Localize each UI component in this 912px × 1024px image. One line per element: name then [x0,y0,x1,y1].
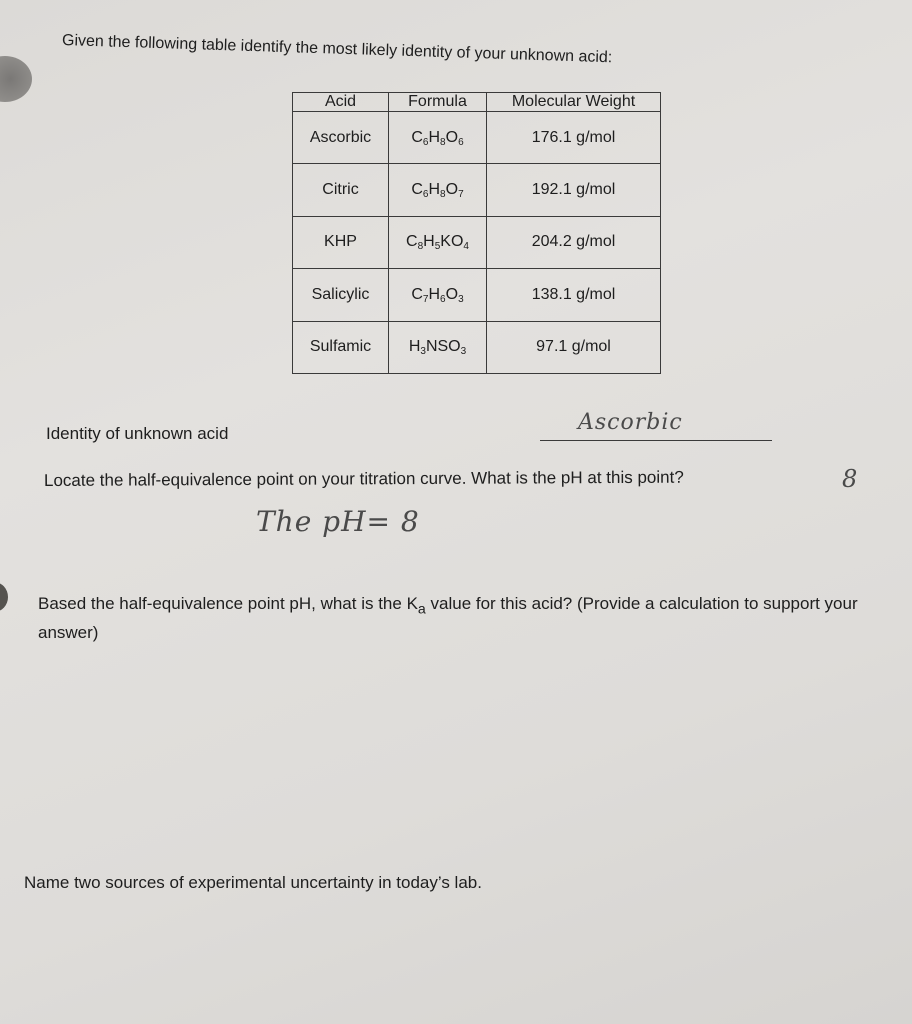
formula-element: NSO [425,338,461,356]
formula-element: H [408,338,421,356]
formula-subscript: 8 [440,136,446,148]
binder-hole [0,582,8,612]
acid-name-cell: Sulfamic [293,321,389,373]
formula-element: O [445,128,459,146]
formula-element: H [423,233,435,251]
formula-element: H [428,181,441,199]
molecular-weight-cell: 192.1 g/mol [487,164,661,216]
table-row [293,112,661,164]
formula-subscript: 6 [440,293,446,305]
formula-subscript: 5 [434,241,441,253]
formula-subscript: 7 [422,293,429,305]
formula-element: C [411,181,423,199]
formula-element: H [428,128,441,146]
molecular-weight-cell: 138.1 g/mol [487,269,661,321]
ka-question-text: Based the half-equivalence point pH, what is the K [38,594,418,613]
instruction-title: Given the following table identify the most likely identity of your unknown acid: [61,32,613,67]
molecular-weight-cell: 97.1 g/mol [487,321,661,373]
formula-element: H [428,285,441,303]
ph-handwritten-answer: The pH= 8 [256,505,420,538]
formula-element: KO [440,233,464,251]
header-formula: Formula [389,93,487,112]
identity-answer-line [540,440,772,441]
formula-subscript: 3 [460,346,467,358]
ka-question [38,592,908,645]
ph-margin-answer: 8 [842,465,858,493]
identity-question: Identity of unknown acid [46,424,229,443]
formula-subscript: 6 [422,136,429,148]
formula-subscript: 4 [463,241,469,253]
formula-element: C [411,128,423,146]
formula-element: C [411,285,423,303]
acid-name-cell: KHP [293,216,389,268]
acid-name-cell: Ascorbic [293,112,389,164]
header-acid: Acid [293,93,389,112]
acid-name-cell: Citric [293,164,389,216]
table-row [293,321,661,373]
table-header-row [293,93,661,112]
half-equivalence-question: Locate the half-equivalence point on your titration curve. What is the pH at this point? [43,467,684,490]
uncertainty-question: Name two sources of experimental uncertainty in today’s lab. [24,873,482,892]
acid-table [292,92,661,374]
formula-element: O [445,181,459,199]
formula-subscript: 3 [458,293,464,305]
formula-cell [389,269,487,321]
formula-subscript: 8 [417,241,424,253]
formula-element: O [445,285,459,303]
molecular-weight-cell: 176.1 g/mol [487,112,661,164]
formula-element: C [406,233,418,251]
formula-cell [389,164,487,216]
ka-subscript: a [417,601,426,618]
ka-question-text-cont: value for this acid? (Provide a calculation to support your answer) [38,594,858,643]
acid-name-cell: Salicylic [293,269,389,321]
formula-subscript: 6 [422,189,429,201]
table-row [293,164,661,216]
binder-hole [0,56,32,102]
table-row [293,216,661,268]
formula-cell [389,321,487,373]
formula-subscript: 7 [458,189,464,201]
table-row [293,269,661,321]
header-molecular-weight: Molecular Weight [487,93,661,112]
molecular-weight-cell: 204.2 g/mol [487,216,661,268]
identity-handwritten-answer: Ascorbic [578,410,683,435]
formula-cell [389,216,487,268]
formula-cell [389,112,487,164]
formula-subscript: 6 [458,136,464,148]
formula-subscript: 3 [420,346,426,358]
formula-subscript: 8 [440,189,446,201]
